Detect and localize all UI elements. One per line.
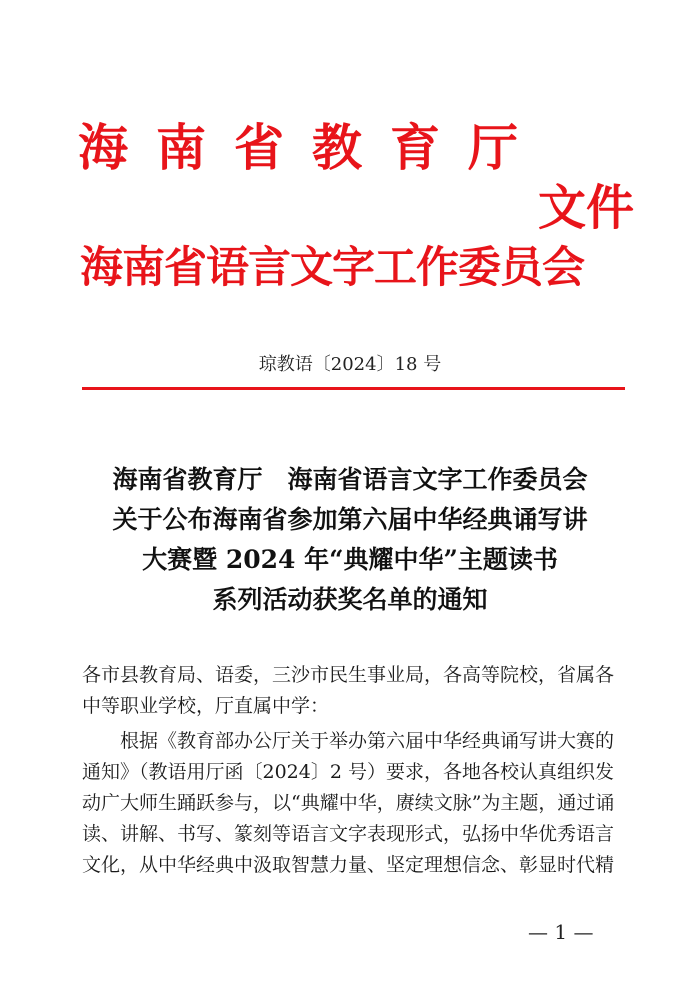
title-line-1: 海南省教育厅 海南省语言文字工作委员会 bbox=[112, 465, 588, 494]
page-number: — 1 — bbox=[528, 920, 594, 944]
document-label: 文件 bbox=[538, 180, 635, 236]
issuing-org-education-dept: 海南省教育厅 bbox=[78, 118, 546, 177]
document-title bbox=[0, 460, 700, 620]
title-line-4: 系列活动获奖名单的通知 bbox=[212, 585, 488, 614]
issuing-org-language-committee: 海南省语言文字工作委员会 bbox=[80, 243, 584, 293]
body-paragraph-1: 根据《教育部办公厅关于举办第六届中华经典诵写讲大赛的通知》（教语用厅函〔2024〕2 号）要求，各地各校认真组织发动广大师生踊跃参与，以“典耀中华，赓续文脉”为主题，通过诵读、讲解、书写、篆刻等语言文字表现形式，弘扬中华优秀语言文化，从中华经典中汲取智慧力量、坚定理想信念、彰显时代精 bbox=[82, 730, 615, 876]
red-divider-line bbox=[82, 387, 625, 390]
title-line-2: 关于公布海南省参加第六届中华经典诵写讲 bbox=[112, 505, 588, 534]
title-line-3: 大赛暨 2024 年“典耀中华”主题读书 bbox=[142, 545, 558, 574]
document-body bbox=[82, 660, 627, 881]
addressee: 各市县教育局、语委，三沙市民生事业局，各高等院校，省属各中等职业学校，厅直属中学： bbox=[82, 664, 615, 717]
document-number: 琼教语〔2024〕18 号 bbox=[258, 354, 442, 375]
